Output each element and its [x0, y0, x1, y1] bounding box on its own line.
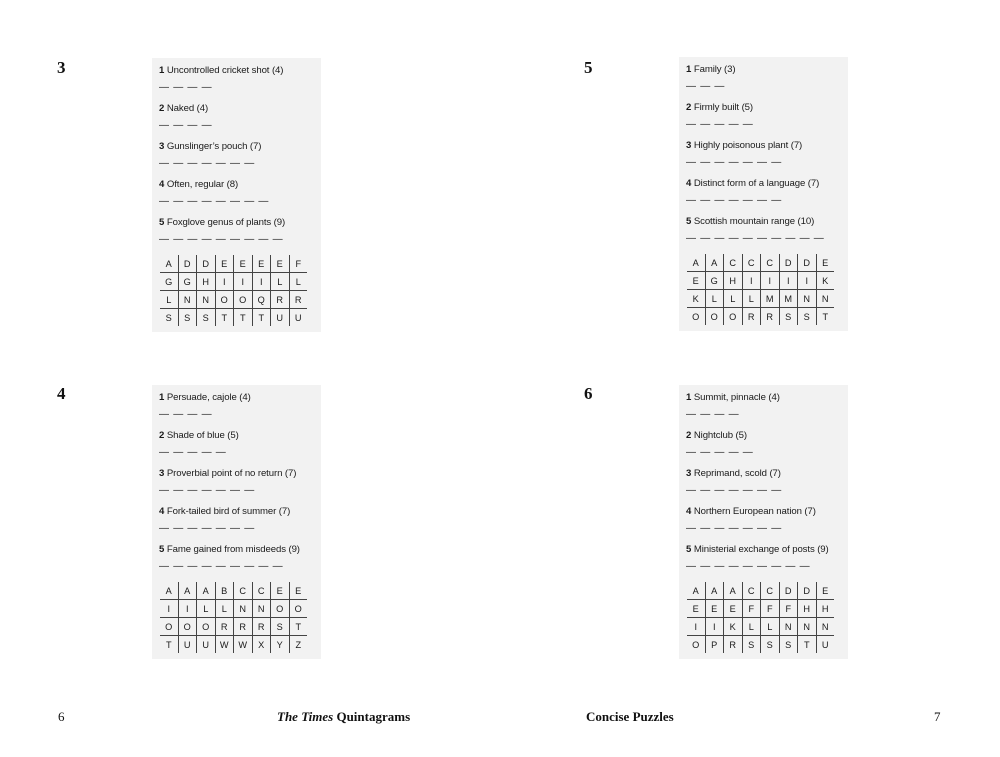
grid-cell: S [742, 636, 761, 654]
grid-cell: K [724, 618, 743, 636]
grid-cell: F [779, 600, 798, 618]
clue-number: 4 [686, 506, 692, 517]
grid-cell: R [234, 618, 253, 636]
grid-cell: F [289, 255, 307, 273]
clue [159, 217, 315, 229]
grid-cell: L [742, 290, 761, 308]
clue-text: Distinct form of a language (7) [693, 178, 820, 189]
grid-cell: L [289, 273, 307, 291]
puzzle-card [679, 57, 848, 331]
left-page-number: 6 [58, 709, 65, 724]
grid-cell: I [705, 618, 724, 636]
clue-number: 5 [686, 216, 692, 227]
grid-cell: E [215, 255, 234, 273]
clue-number: 4 [159, 506, 165, 517]
grid-cell: N [178, 291, 197, 309]
grid-row [687, 254, 834, 272]
grid-cell: A [197, 582, 216, 600]
grid-row [687, 618, 834, 636]
grid-cell: I [160, 600, 178, 618]
grid-cell: R [742, 308, 761, 326]
grid-cell: A [160, 255, 178, 273]
grid-cell: A [687, 582, 705, 600]
grid-cell: E [724, 600, 743, 618]
puzzle-number: 6 [584, 384, 593, 403]
clue [686, 468, 842, 480]
grid-cell: T [252, 309, 271, 327]
grid-cell: O [178, 618, 197, 636]
grid-cell: L [197, 600, 216, 618]
grid-cell: B [215, 582, 234, 600]
grid-cell: N [816, 290, 834, 308]
clue [159, 430, 315, 442]
grid-cell: D [798, 582, 817, 600]
grid-cell: N [798, 618, 817, 636]
answer-blanks[interactable]: ———— [159, 82, 216, 93]
grid-cell: M [779, 290, 798, 308]
grid-cell: O [215, 291, 234, 309]
grid-row [160, 255, 307, 273]
clue-number: 1 [159, 65, 165, 76]
grid-cell: T [215, 309, 234, 327]
grid-cell: I [798, 272, 817, 290]
grid-cell: X [252, 636, 271, 654]
answer-blanks[interactable]: ——————— [159, 158, 259, 169]
grid-cell: Z [295, 639, 302, 650]
clue [159, 468, 315, 480]
grid-cell: T [234, 309, 253, 327]
grid-row [160, 636, 307, 654]
clue-number: 3 [159, 141, 165, 152]
grid-row [687, 290, 834, 308]
puzzle-card [152, 385, 321, 659]
grid-cell: L [271, 273, 290, 291]
clue-number: 1 [686, 64, 692, 75]
grid-cell: R [271, 291, 290, 309]
clue [686, 430, 842, 442]
grid-cell: M [761, 290, 780, 308]
grid-cell: N [252, 600, 271, 618]
grid-row [687, 308, 834, 326]
grid-cell: R [215, 618, 234, 636]
grid-cell: U [294, 312, 302, 323]
grid-cell: S [197, 309, 216, 327]
clue [159, 103, 315, 115]
grid-cell: K [687, 290, 705, 308]
clue-text: Foxglove genus of plants (9) [166, 217, 286, 228]
grid-cell: H [816, 600, 834, 618]
left-title-rest: Quintagrams [333, 709, 411, 724]
clue-number: 2 [159, 430, 165, 441]
grid-cell: L [160, 291, 178, 309]
grid-cell: C [761, 254, 780, 272]
grid-cell: P [705, 636, 724, 654]
clue [686, 506, 842, 518]
clue-text: Highly poisonous plant (7) [693, 140, 803, 151]
grid-cell: H [798, 600, 817, 618]
grid-cell: C [724, 254, 743, 272]
grid-row [160, 273, 307, 291]
grid-cell: E [705, 600, 724, 618]
answer-blanks[interactable]: ———— [686, 409, 743, 420]
clue-text: Often, regular (8) [166, 179, 239, 190]
grid-cell: C [742, 254, 761, 272]
grid-cell: A [178, 582, 197, 600]
grid-cell: N [779, 618, 798, 636]
grid-cell: O [687, 636, 705, 654]
grid-row [160, 309, 307, 327]
clue-number: 3 [686, 140, 692, 151]
answer-blanks[interactable]: ——————— [159, 523, 259, 534]
grid-cell: E [816, 582, 834, 600]
clue-text: Northern European nation (7) [693, 506, 816, 517]
clue [686, 544, 842, 556]
grid-cell: N [816, 618, 834, 636]
clue-text: Shade of blue (5) [166, 430, 239, 441]
grid-row [687, 600, 834, 618]
clue [159, 506, 315, 518]
right-page-number: 7 [934, 709, 941, 724]
answer-blanks[interactable]: ————— [159, 447, 230, 458]
clue-text: Scottish mountain range (10) [693, 216, 815, 227]
clue-number: 5 [686, 544, 692, 555]
grid-cell: F [742, 600, 761, 618]
left-running-title [277, 709, 410, 725]
grid-cell: D [798, 254, 817, 272]
grid-cell: S [160, 309, 178, 327]
grid-cell: S [779, 308, 798, 326]
grid-cell: N [798, 290, 817, 308]
grid-cell: N [197, 291, 216, 309]
answer-blanks[interactable]: ———— [159, 120, 216, 131]
clue-text: Fork-tailed bird of summer (7) [166, 506, 291, 517]
grid-cell: F [761, 600, 780, 618]
answer-blanks[interactable]: ————————— [159, 561, 287, 572]
grid-cell: D [779, 254, 798, 272]
grid-cell: S [271, 618, 290, 636]
answer-blanks[interactable]: ——— [686, 81, 729, 92]
grid-cell: U [197, 636, 216, 654]
puzzle-number: 5 [584, 58, 593, 77]
grid-cell: R [761, 308, 780, 326]
answer-blanks[interactable]: ——————— [686, 523, 786, 534]
grid-cell: L [705, 290, 724, 308]
grid-cell: Y [271, 636, 290, 654]
clue-text: Persuade, cajole (4) [166, 392, 251, 403]
clue [159, 65, 315, 77]
grid-cell: R [289, 291, 307, 309]
letter-grid [160, 582, 307, 653]
grid-cell: T [160, 636, 178, 654]
answer-blanks[interactable]: ———— [159, 409, 216, 420]
letter-grid [687, 254, 834, 325]
grid-cell: I [779, 272, 798, 290]
clue-text: Ministerial exchange of posts (9) [693, 544, 829, 555]
grid-row [160, 582, 307, 600]
clue-number: 4 [686, 178, 692, 189]
clue-number: 5 [159, 544, 165, 555]
grid-cell: O [160, 618, 178, 636]
clue [686, 102, 842, 114]
answer-blanks[interactable]: ——————— [686, 157, 786, 168]
puzzle-card [152, 58, 321, 332]
grid-cell: I [252, 273, 271, 291]
grid-cell: G [160, 273, 178, 291]
grid-cell: E [252, 255, 271, 273]
grid-cell: W [234, 636, 253, 654]
puzzle-number: 3 [57, 58, 66, 77]
clue-text: Uncontrolled cricket shot (4) [166, 65, 284, 76]
grid-cell: L [742, 618, 761, 636]
clue [159, 179, 315, 191]
answer-blanks[interactable]: ——————— [686, 485, 786, 496]
grid-cell: S [798, 308, 817, 326]
grid-cell: H [197, 273, 216, 291]
grid-cell: T [798, 636, 817, 654]
grid-cell: U [821, 639, 829, 650]
grid-cell: E [289, 582, 307, 600]
grid-cell: I [215, 273, 234, 291]
grid-cell: E [271, 582, 290, 600]
clue-number: 1 [686, 392, 692, 403]
grid-cell: L [724, 290, 743, 308]
grid-cell: I [742, 272, 761, 290]
clue-number: 3 [159, 468, 165, 479]
clue-number: 1 [159, 392, 165, 403]
grid-cell: T [289, 618, 307, 636]
grid-cell: G [178, 273, 197, 291]
grid-cell: A [724, 582, 743, 600]
grid-cell: A [705, 254, 724, 272]
grid-row [687, 272, 834, 290]
answer-blanks[interactable]: ————— [686, 119, 757, 130]
grid-cell: H [724, 272, 743, 290]
grid-cell: A [687, 254, 705, 272]
grid-cell: S [761, 636, 780, 654]
letter-grid [160, 255, 307, 326]
grid-cell: U [178, 636, 197, 654]
clue-number: 4 [159, 179, 165, 190]
right-running-title: Concise Puzzles [586, 709, 674, 724]
clue-number: 3 [686, 468, 692, 479]
grid-cell: R [724, 636, 743, 654]
grid-cell: W [215, 636, 234, 654]
answer-blanks[interactable]: ———————— [159, 196, 273, 207]
clue-text: Firmly built (5) [693, 102, 753, 113]
grid-cell: O [705, 308, 724, 326]
grid-row [160, 618, 307, 636]
grid-cell: O [687, 308, 705, 326]
answer-blanks[interactable]: ————————— [686, 561, 814, 572]
grid-row [687, 636, 834, 654]
grid-cell: D [197, 255, 216, 273]
grid-cell: G [705, 272, 724, 290]
grid-cell: O [289, 600, 307, 618]
grid-row [160, 600, 307, 618]
grid-cell: C [234, 582, 253, 600]
grid-cell: U [271, 309, 290, 327]
clue-number: 5 [159, 217, 165, 228]
grid-cell: E [234, 255, 253, 273]
grid-cell: E [687, 272, 705, 290]
grid-cell: L [761, 618, 780, 636]
grid-row [687, 582, 834, 600]
grid-cell: A [160, 582, 178, 600]
grid-cell: O [724, 308, 743, 326]
grid-cell: N [234, 600, 253, 618]
grid-cell: E [687, 600, 705, 618]
puzzle-number: 4 [57, 384, 66, 403]
grid-cell: K [816, 272, 834, 290]
grid-cell: S [178, 309, 197, 327]
clue-text: Summit, pinnacle (4) [693, 392, 780, 403]
grid-cell: Q [252, 291, 271, 309]
clue-text: Fame gained from misdeeds (9) [166, 544, 300, 555]
grid-cell: O [197, 618, 216, 636]
grid-cell: I [687, 618, 705, 636]
grid-cell: O [271, 600, 290, 618]
clue-text: Reprimand, scold (7) [693, 468, 781, 479]
grid-row [160, 291, 307, 309]
grid-cell: A [705, 582, 724, 600]
clue-text: Naked (4) [166, 103, 209, 114]
grid-cell: C [761, 582, 780, 600]
clue [159, 544, 315, 556]
clue [686, 392, 842, 404]
grid-cell: O [234, 291, 253, 309]
grid-cell: R [252, 618, 271, 636]
answer-blanks[interactable]: ————————— [159, 234, 287, 245]
clue-text: Family (3) [693, 64, 736, 75]
clue [686, 216, 842, 228]
grid-cell: C [252, 582, 271, 600]
grid-cell: E [271, 255, 290, 273]
answer-blanks[interactable]: ——————— [686, 195, 786, 206]
answer-blanks[interactable]: ————— [686, 447, 757, 458]
grid-cell: I [234, 273, 253, 291]
grid-cell: D [178, 255, 197, 273]
grid-cell: S [779, 636, 798, 654]
puzzle-card [679, 385, 848, 659]
grid-cell: C [742, 582, 761, 600]
left-title-italic: The Times [277, 709, 334, 724]
clue [686, 64, 842, 76]
grid-cell: T [822, 311, 829, 322]
clue-number: 2 [686, 102, 692, 113]
grid-cell: D [779, 582, 798, 600]
clue-text: Gunslinger’s pouch (7) [166, 141, 262, 152]
clue [159, 392, 315, 404]
answer-blanks[interactable]: ——————— [159, 485, 259, 496]
grid-cell: E [816, 254, 834, 272]
grid-cell: L [215, 600, 234, 618]
clue [686, 178, 842, 190]
clue [686, 140, 842, 152]
clue [159, 141, 315, 153]
clue-number: 2 [159, 103, 165, 114]
clue-text: Nightclub (5) [693, 430, 747, 441]
clue-number: 2 [686, 430, 692, 441]
letter-grid [687, 582, 834, 653]
grid-cell: I [761, 272, 780, 290]
clue-text: Proverbial point of no return (7) [166, 468, 297, 479]
answer-blanks[interactable]: —————————— [686, 233, 828, 244]
grid-cell: I [178, 600, 197, 618]
